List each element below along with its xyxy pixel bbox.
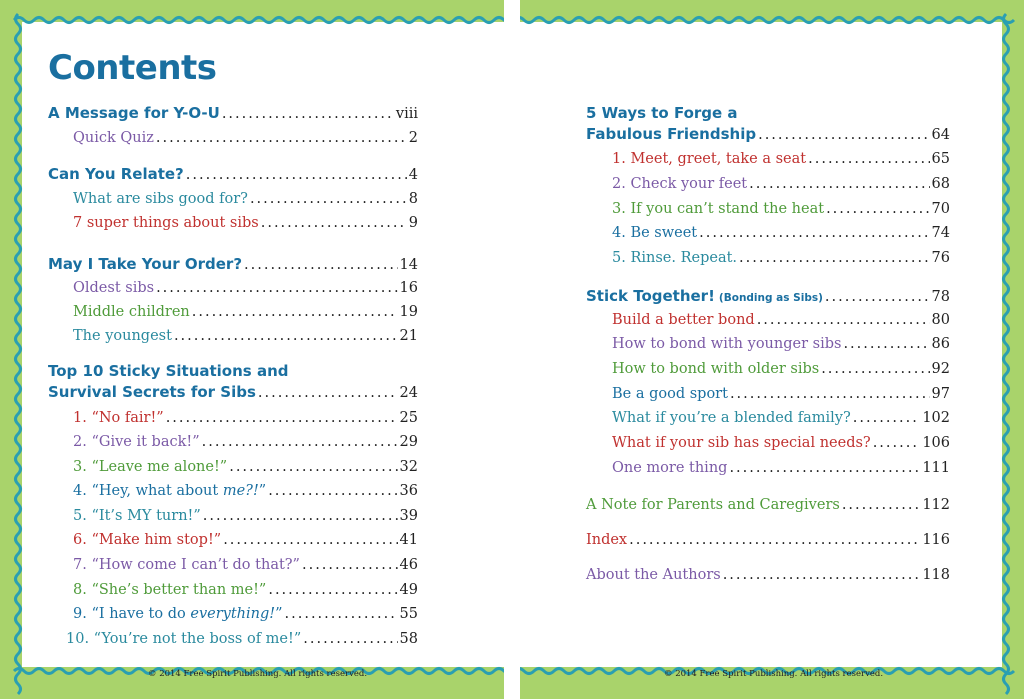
toc-entry-label: 5 Ways to Forge a (586, 104, 738, 122)
toc-leader-dots (749, 175, 929, 193)
toc-leader-dots (826, 200, 929, 218)
toc-entry-label: 5. “It’s MY turn!” (73, 508, 201, 524)
toc-page-number: 9 (408, 215, 418, 231)
toc-page-number: 65 (931, 151, 950, 167)
toc-entry-label: Middle children (73, 304, 190, 320)
toc-entry-label: What if you’re a blended family? (612, 410, 851, 426)
toc-entry[interactable] (73, 190, 418, 208)
toc-page-number: 111 (922, 460, 950, 476)
toc-leader-dots (268, 482, 397, 500)
toc-page-number: 21 (399, 328, 418, 344)
toc-entry[interactable] (73, 279, 418, 297)
toc-leader-dots (261, 214, 407, 232)
toc-entry[interactable] (73, 482, 418, 500)
toc-entry-subtitle: (Bonding as Sibs) (718, 292, 823, 304)
toc-entry-label: 6. “Make him stop!” (73, 532, 222, 548)
toc-leader-dots (873, 434, 921, 452)
toc-entry[interactable] (73, 129, 418, 147)
toc-leader-dots (174, 327, 398, 345)
toc-entry[interactable] (612, 385, 950, 403)
toc-entry-label: A Note for Parents and Caregivers (586, 497, 840, 513)
toc-entry-label: 7 super things about sibs (73, 215, 259, 231)
toc-page-number: 70 (931, 201, 950, 217)
toc-leader-dots (250, 190, 407, 208)
toc-page-number: 2 (408, 130, 418, 146)
toc-leader-dots (229, 458, 397, 476)
toc-entry-label: A Message for Y-O-U (48, 104, 220, 122)
toc-leader-dots (223, 531, 397, 549)
toc-page-number: 64 (931, 127, 950, 143)
toc-entry[interactable] (612, 150, 950, 168)
toc-entry-label: Stick Together! (Bonding as Sibs) (586, 287, 823, 305)
toc-entry-label: How to bond with younger sibs (612, 336, 842, 352)
toc-page-number: 36 (399, 483, 418, 499)
toc-page-number: 106 (922, 435, 950, 451)
toc-entry[interactable] (66, 630, 418, 648)
toc-leader-dots (285, 605, 398, 623)
toc-entry[interactable] (48, 165, 418, 184)
toc-leader-dots (699, 224, 929, 242)
toc-entry-label: The youngest (73, 328, 172, 344)
toc-entry[interactable] (612, 175, 950, 193)
toc-entry[interactable] (612, 409, 950, 427)
toc-leader-dots (629, 531, 920, 549)
toc-entry[interactable] (73, 458, 418, 476)
toc-leader-dots (758, 126, 929, 144)
toc-entry[interactable] (73, 303, 418, 321)
toc-leader-dots (730, 385, 930, 403)
toc-entry[interactable] (612, 434, 950, 452)
toc-entry[interactable] (73, 327, 418, 345)
toc-entry-label: Can You Relate? (48, 165, 184, 183)
toc-page-number: 74 (931, 225, 950, 241)
toc-page-number: viii (395, 106, 418, 122)
toc-leader-dots (202, 433, 398, 451)
toc-leader-dots (842, 496, 920, 514)
toc-leader-dots (757, 311, 930, 329)
toc-leader-dots (222, 105, 394, 123)
toc-leader-dots (853, 409, 921, 427)
toc-page-number: 19 (399, 304, 418, 320)
toc-page-number: 116 (922, 532, 950, 548)
toc-page-number: 78 (931, 289, 950, 305)
toc-entry[interactable] (586, 531, 950, 549)
toc-entry-label: 3. If you can’t stand the heat (612, 201, 825, 217)
toc-page-number: 86 (931, 336, 950, 352)
toc-entry[interactable] (612, 249, 950, 267)
toc-entry-label: 3. “Leave me alone!” (73, 459, 228, 475)
toc-leader-dots (192, 303, 398, 321)
right-page (586, 0, 950, 699)
toc-page-number: 55 (399, 606, 418, 622)
toc-page-number: 32 (399, 459, 418, 475)
toc-entry-label: May I Take Your Order? (48, 255, 243, 273)
toc-entry[interactable] (612, 360, 950, 378)
toc-entry[interactable] (586, 125, 950, 144)
toc-entry-label: 7. “How come I can’t do that?” (73, 557, 300, 573)
toc-page-number: 41 (399, 532, 418, 548)
toc-page-number: 76 (931, 250, 950, 266)
toc-leader-dots (825, 288, 930, 306)
toc-entry[interactable] (586, 287, 950, 307)
toc-entry[interactable] (73, 531, 418, 549)
copyright-footer-right: © 2014 Free Spirit Publishing. All rights reserved. (664, 669, 884, 679)
toc-leader-dots (166, 409, 398, 427)
toc-entry[interactable] (73, 433, 418, 451)
toc-entry-label: 1. Meet, greet, take a seat (612, 151, 807, 167)
toc-entry[interactable] (586, 104, 950, 122)
toc-leader-dots (729, 459, 920, 477)
toc-page-number: 29 (399, 434, 418, 450)
toc-page-number: 46 (399, 557, 418, 573)
toc-leader-dots (843, 335, 929, 353)
toc-page-number: 49 (399, 582, 418, 598)
toc-entry-label: 5. Rinse. Repeat. (612, 250, 738, 266)
toc-entry[interactable] (73, 214, 418, 232)
toc-page-number: 102 (922, 410, 950, 426)
toc-page-number: 68 (931, 176, 950, 192)
toc-entry-label: Quick Quiz (73, 130, 154, 146)
toc-entry[interactable] (48, 104, 418, 123)
toc-entry[interactable] (586, 566, 950, 584)
toc-entry-label: 10. “You’re not the boss of me!” (66, 631, 302, 647)
toc-page-number: 58 (399, 631, 418, 647)
toc-page-number: 39 (399, 508, 418, 524)
toc-entry-label: One more thing (612, 460, 728, 476)
toc-entry[interactable] (48, 255, 418, 274)
toc-entry[interactable] (612, 459, 950, 477)
toc-leader-dots (203, 507, 398, 525)
toc-entry[interactable] (612, 311, 950, 329)
toc-entry[interactable] (73, 409, 418, 427)
toc-entry-label: 8. “She’s better than me!” (73, 582, 267, 598)
toc-leader-dots (186, 166, 407, 184)
toc-entry-label: Build a better bond (612, 312, 755, 328)
toc-entry[interactable] (73, 581, 418, 599)
toc-entry-label: 1. “No fair!” (73, 410, 164, 426)
toc-entry-label: Top 10 Sticky Situations and (48, 362, 289, 380)
toc-leader-dots (739, 249, 930, 267)
toc-page-number: 97 (931, 386, 950, 402)
toc-page-number: 4 (408, 167, 418, 183)
toc-entry[interactable] (612, 335, 950, 353)
toc-entry-label: Fabulous Friendship (586, 125, 757, 143)
toc-entry-label: 4. “Hey, what about me?!” (73, 483, 267, 499)
toc-leader-dots (156, 129, 407, 147)
toc-entry-label: Index (586, 532, 628, 548)
toc-leader-dots (808, 150, 929, 168)
toc-page-number: 118 (922, 567, 950, 583)
toc-leader-dots (302, 556, 398, 574)
toc-entry-label: Oldest sibs (73, 280, 155, 296)
toc-entry-label: How to bond with older sibs (612, 361, 820, 377)
toc-entry[interactable] (48, 383, 418, 402)
toc-page-number: 25 (399, 410, 418, 426)
toc-entry[interactable] (73, 556, 418, 574)
toc-entry-label: Be a good sport (612, 386, 728, 402)
toc-page-number: 16 (399, 280, 418, 296)
toc-entry[interactable] (73, 605, 418, 623)
toc-entry-label: 9. “I have to do everything!” (73, 606, 283, 622)
toc-entry[interactable] (73, 507, 418, 525)
toc-entry-label: 2. “Give it back!” (73, 434, 200, 450)
left-page (48, 0, 418, 699)
toc-page-number: 92 (931, 361, 950, 377)
toc-entry-label: What if your sib has special needs? (612, 435, 871, 451)
toc-leader-dots (258, 384, 398, 402)
toc-entry-label: Survival Secrets for Sibs (48, 383, 256, 401)
toc-leader-dots (244, 256, 398, 274)
toc-entry-label: 2. Check your feet (612, 176, 748, 192)
toc-page-number: 80 (931, 312, 950, 328)
toc-leader-dots (303, 630, 397, 648)
toc-entry[interactable] (586, 496, 950, 514)
toc-entry[interactable] (48, 362, 418, 380)
toc-entry[interactable] (612, 224, 950, 242)
toc-entry-label: 4. Be sweet (612, 225, 698, 241)
toc-leader-dots (821, 360, 929, 378)
toc-page-number: 24 (399, 385, 418, 401)
toc-entry-label: About the Authors (586, 567, 721, 583)
contents-heading (48, 48, 217, 88)
toc-leader-dots (156, 279, 397, 297)
toc-leader-dots (723, 566, 921, 584)
toc-page-number: 112 (922, 497, 950, 513)
page-title: Contents (48, 48, 217, 88)
toc-entry-label: What are sibs good for? (73, 191, 248, 207)
toc-page-number: 14 (399, 257, 418, 273)
toc-page-number: 8 (408, 191, 418, 207)
toc-leader-dots (268, 581, 397, 599)
copyright-footer-left: © 2014 Free Spirit Publishing. All rights reserved. (148, 669, 368, 679)
toc-entry[interactable] (612, 200, 950, 218)
